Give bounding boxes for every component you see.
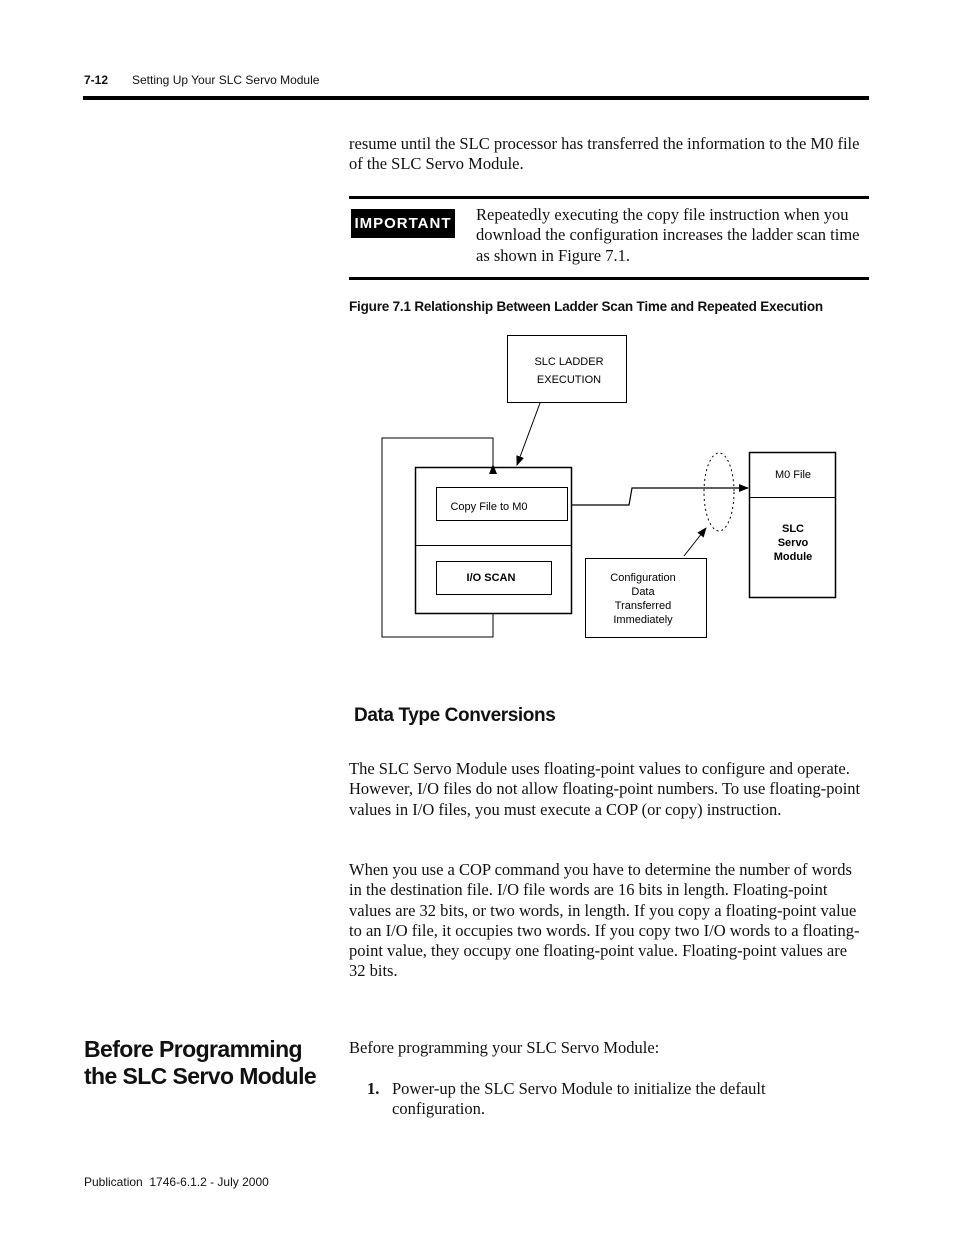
- important-badge: IMPORTANT: [351, 209, 455, 238]
- step-1-number: 1.: [367, 1079, 380, 1098]
- config-box-line3: Transferred: [614, 600, 672, 612]
- before-programming-heading: Before Programming the SLC Servo Module: [84, 1036, 317, 1089]
- transfer-arrow: [572, 488, 748, 505]
- config-box-line4: Immediately: [613, 614, 673, 626]
- m0-file-label: M0 File: [774, 469, 812, 481]
- config-box-line1: Configuration: [610, 572, 676, 584]
- data-type-paragraph-2: When you use a COP command you have to determine the number of words in the destination file. I/O file words are 16 bits in length. Floating-point values are 32 bits, or two words, in length. If you copy a floating-point value to an I/O file, it occupies two words. If you copy two I/O words to a floating-point value, they occupy one floating-point value. Floating-point values are 32 bits.: [349, 860, 860, 981]
- running-header-title: Setting Up Your SLC Servo Module: [132, 73, 320, 87]
- figure-caption: Figure 7.1 Relationship Between Ladder Scan Time and Repeated Execution: [349, 299, 823, 314]
- config-box-line2: Data: [631, 586, 655, 598]
- ladder-box-line2: EXECUTION: [536, 374, 602, 386]
- publication-footer: Publication 1746-6.1.2 - July 2000: [84, 1175, 269, 1189]
- ladder-box-line1: SLC LADDER: [534, 356, 604, 368]
- copy-file-label: Copy File to M0: [450, 501, 528, 513]
- servo-box-line2: Servo: [777, 537, 809, 549]
- step-1-text: Power-up the SLC Servo Module to initialize the default configuration.: [392, 1079, 766, 1119]
- page-number: 7-12: [84, 73, 109, 87]
- data-type-heading: Data Type Conversions: [354, 705, 556, 726]
- config-arrow: [684, 528, 706, 556]
- intro-paragraph: resume until the SLC processor has transferred the information to the M0 file of the SLC Servo Module.: [349, 134, 860, 174]
- transfer-highlight-ellipse: [704, 453, 734, 531]
- important-text: Repeatedly executing the copy file instruction when you download the configuration increases the ladder scan time as shown in Figure 7.1.: [476, 205, 860, 265]
- io-scan-label: I/O SCAN: [466, 572, 516, 584]
- ladder-execution-box: [508, 336, 627, 403]
- servo-box-line1: SLC: [782, 523, 804, 535]
- data-type-paragraph-1: The SLC Servo Module uses floating-point values to configure and operate. However, I/O files do not allow floating-point numbers. To use floating-point values in I/O files, you must execute a COP (or copy) instruction.: [349, 759, 861, 819]
- before-programming-intro: Before programming your SLC Servo Module:: [349, 1038, 660, 1057]
- ladder-scan-box: [416, 468, 572, 614]
- servo-box-line3: Module: [773, 551, 813, 563]
- ladder-arrow: [517, 403, 540, 465]
